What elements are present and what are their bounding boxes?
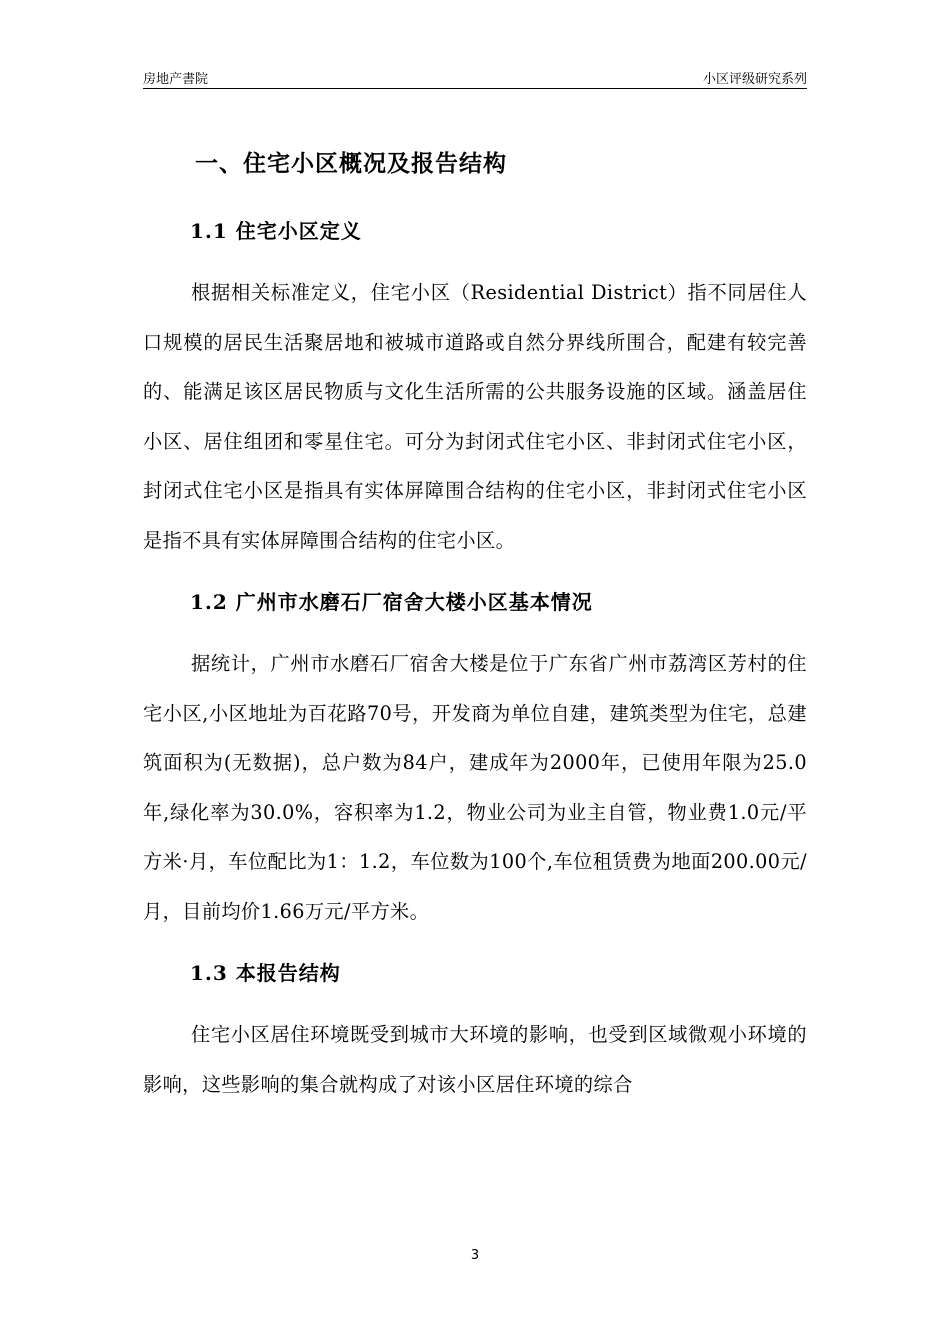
section-heading-1-3: 1.3 本报告结构 xyxy=(190,961,341,985)
section-heading-1-2: 1.2 广州市水磨石厂宿舍大楼小区基本情况 xyxy=(190,590,593,614)
page-header xyxy=(143,66,807,89)
document-body xyxy=(143,140,807,1109)
section-paragraph-1-1: 根据相关标准定义，住宅小区（Residential District）指不同居住人口规模的居民生活聚居地和被城市道路或自然分界线所围合，配建有较完善的、能满足该区居民物质与文化生活所需的公共服务设施的区域。涵盖居住小区、居住组团和零星住宅。可分为封闭式住宅小区、非封闭式住宅小区，封闭式住宅小区是指具有实体屏障围合结构的住宅小区，非封闭式住宅小区是指不具有实体屏障围合结构的住宅小区。 xyxy=(143,281,807,552)
section-paragraph-1-2: 据统计，广州市水磨石厂宿舍大楼是位于广东省广州市荔湾区芳村的住宅小区,小区地址为百花路70号，开发商为单位自建，建筑类型为住宅，总建筑面积为(无数据)，总户数为84户，建成年为2000年，已使用年限为25.0年,绿化率为30.0%，容积率为1.2，物业公司为业主自管，物业费1.0元/平方米·月，车位配比为1：1.2，车位数为100个,车位租赁费为地面200.00元/月，目前均价1.66万元/平方米。 xyxy=(143,652,807,923)
header-series-title: 小区评级研究系列 xyxy=(702,72,807,87)
section-heading-1-1: 1.1 住宅小区定义 xyxy=(190,219,362,243)
page-number: 3 xyxy=(470,1248,480,1263)
chapter-title: 一、住宅小区概况及报告结构 xyxy=(195,150,507,177)
header-publisher: 房地产書院 xyxy=(143,72,209,87)
section-paragraph-1-3: 住宅小区居住环境既受到城市大环境的影响，也受到区域微观小环境的影响，这些影响的集合就构成了对该小区居住环境的综合 xyxy=(143,1023,807,1096)
